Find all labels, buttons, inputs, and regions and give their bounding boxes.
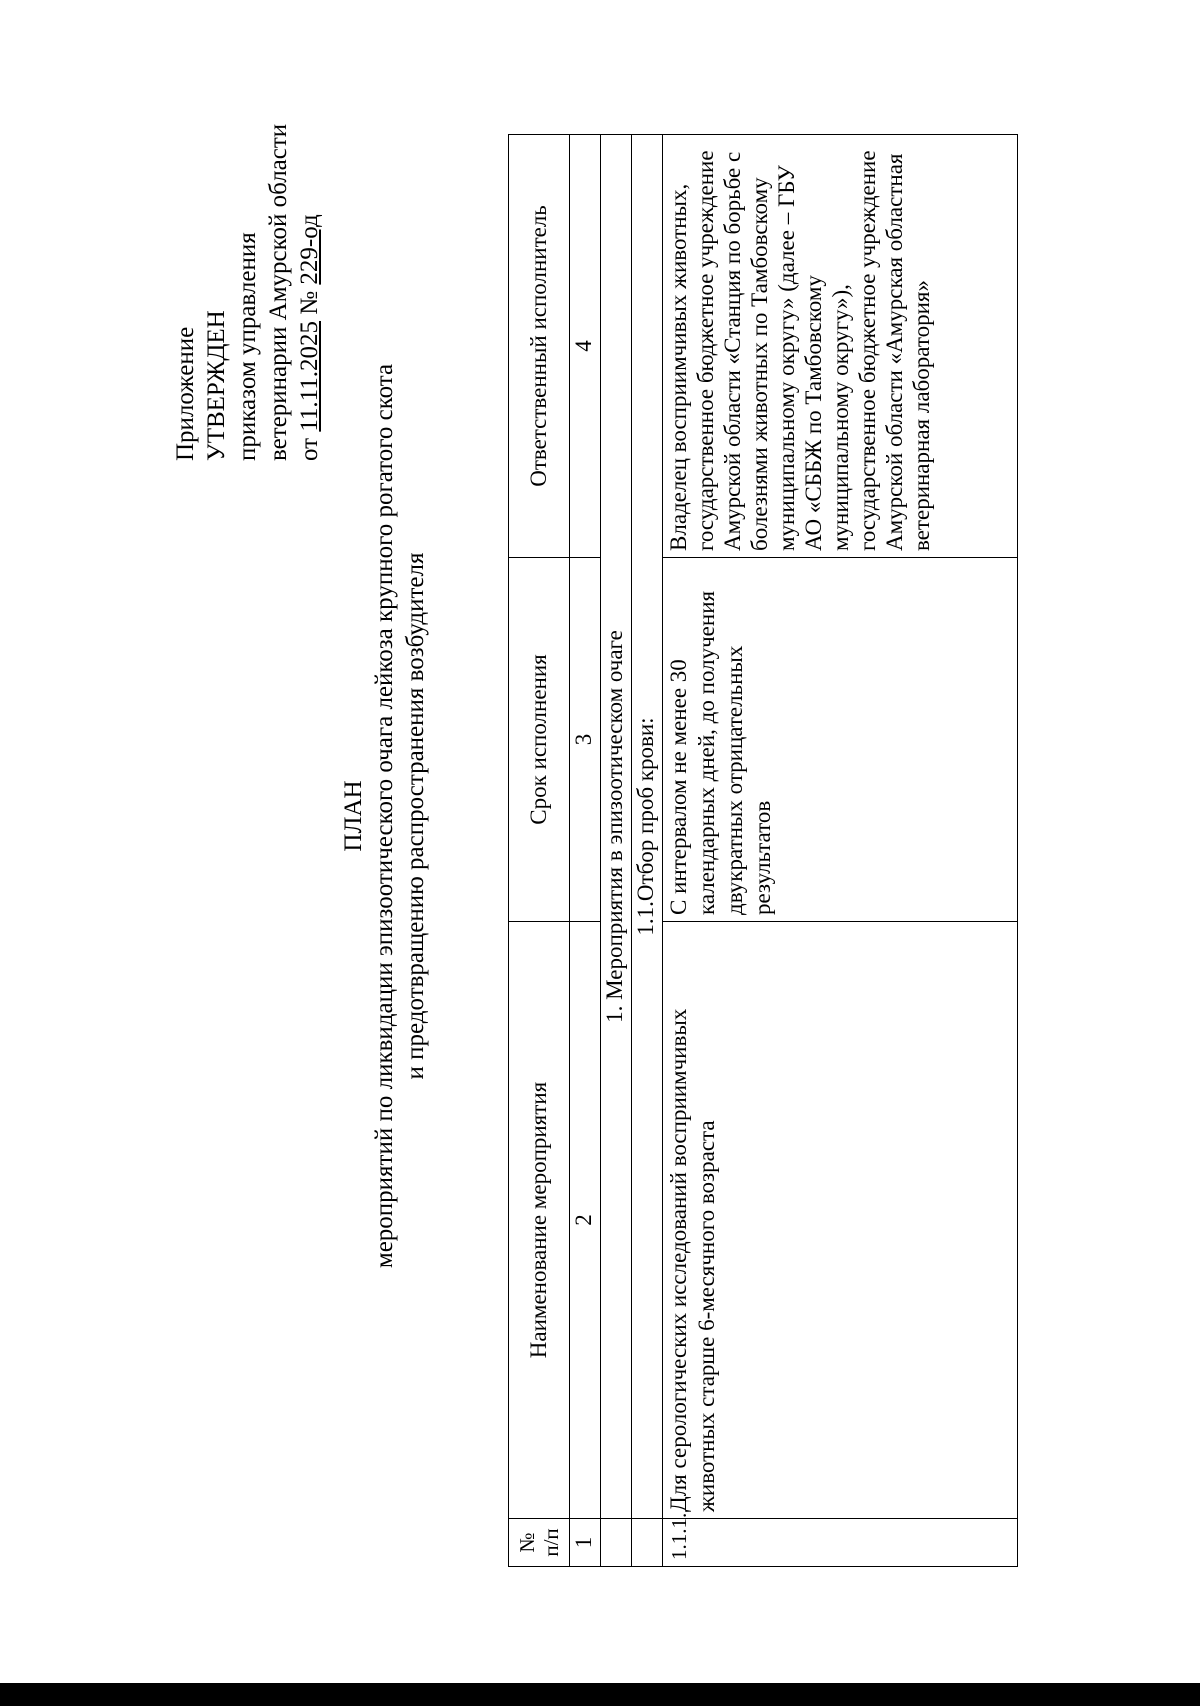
- subsection-row: [632, 135, 663, 1567]
- date-prefix: от: [296, 437, 323, 461]
- subsection-title: 1.1.Отбор проб крови:: [632, 135, 663, 1519]
- column-number-row: [570, 135, 601, 1567]
- subsection-blank: [632, 1519, 663, 1567]
- plan-title: ПЛАН: [340, 780, 367, 852]
- approval-line-2: ветеринарии Амурской области: [265, 123, 292, 461]
- section-blank: [601, 1519, 632, 1567]
- plan-table: [508, 134, 1018, 1567]
- header-cell: Ответственный исполнитель: [509, 135, 570, 558]
- plan-subtitle-line-1: мероприятий по ликвидации эпизоотического очага лейкоза крупного рогатого скота: [371, 363, 398, 1269]
- approval-date-line: [294, 124, 325, 461]
- column-number: 1: [570, 1519, 601, 1567]
- column-number: 3: [570, 558, 601, 922]
- column-number: 2: [570, 922, 601, 1519]
- section-title: 1. Мероприятия в эпизоотическом очаге: [601, 135, 632, 1519]
- table-header-row: [509, 135, 570, 1567]
- header-cell: № п/п: [509, 1519, 570, 1567]
- appendix-label: Приложение: [172, 326, 199, 461]
- approved-label: УТВЕРЖДЕН: [203, 310, 230, 461]
- row-responsible: Владелец восприимчивых животных, государственное бюджетное учреждение Амурской области «Станция по борьбе с болезнями животных по Тамбовскому муниципальному округу» (далее – ГБУ АО «СББЖ по Тамбовскому муниципальному округу»), государственное бюджетное учреждение Амурской области «Амурская областная ветеринарная лаборатория»: [663, 135, 1018, 558]
- number-sign: №: [296, 290, 323, 315]
- row-deadline: С интервалом не менее 30 календарных дней, до получения двукратных отрицательных результатов: [663, 558, 1018, 922]
- plan-subtitle-line-2: и предотвращению распространения возбудителя: [402, 552, 429, 1080]
- row-activity: Для серологических исследований восприимчивых животных старше 6-месячного возраста: [663, 922, 1018, 1519]
- order-number: 229-од: [296, 214, 323, 285]
- section-row: [601, 135, 632, 1567]
- table-row: [663, 135, 1018, 1567]
- header-cell: Срок исполнения: [509, 558, 570, 922]
- approval-block: [170, 124, 325, 461]
- column-number: 4: [570, 135, 601, 558]
- row-number: 1.1.1.: [663, 1519, 1018, 1567]
- scan-edge-band: [0, 1683, 1200, 1706]
- approval-line-1: приказом управления: [234, 232, 261, 461]
- order-date: 11.11.2025: [296, 320, 323, 432]
- header-cell: Наименование мероприятия: [509, 922, 570, 1519]
